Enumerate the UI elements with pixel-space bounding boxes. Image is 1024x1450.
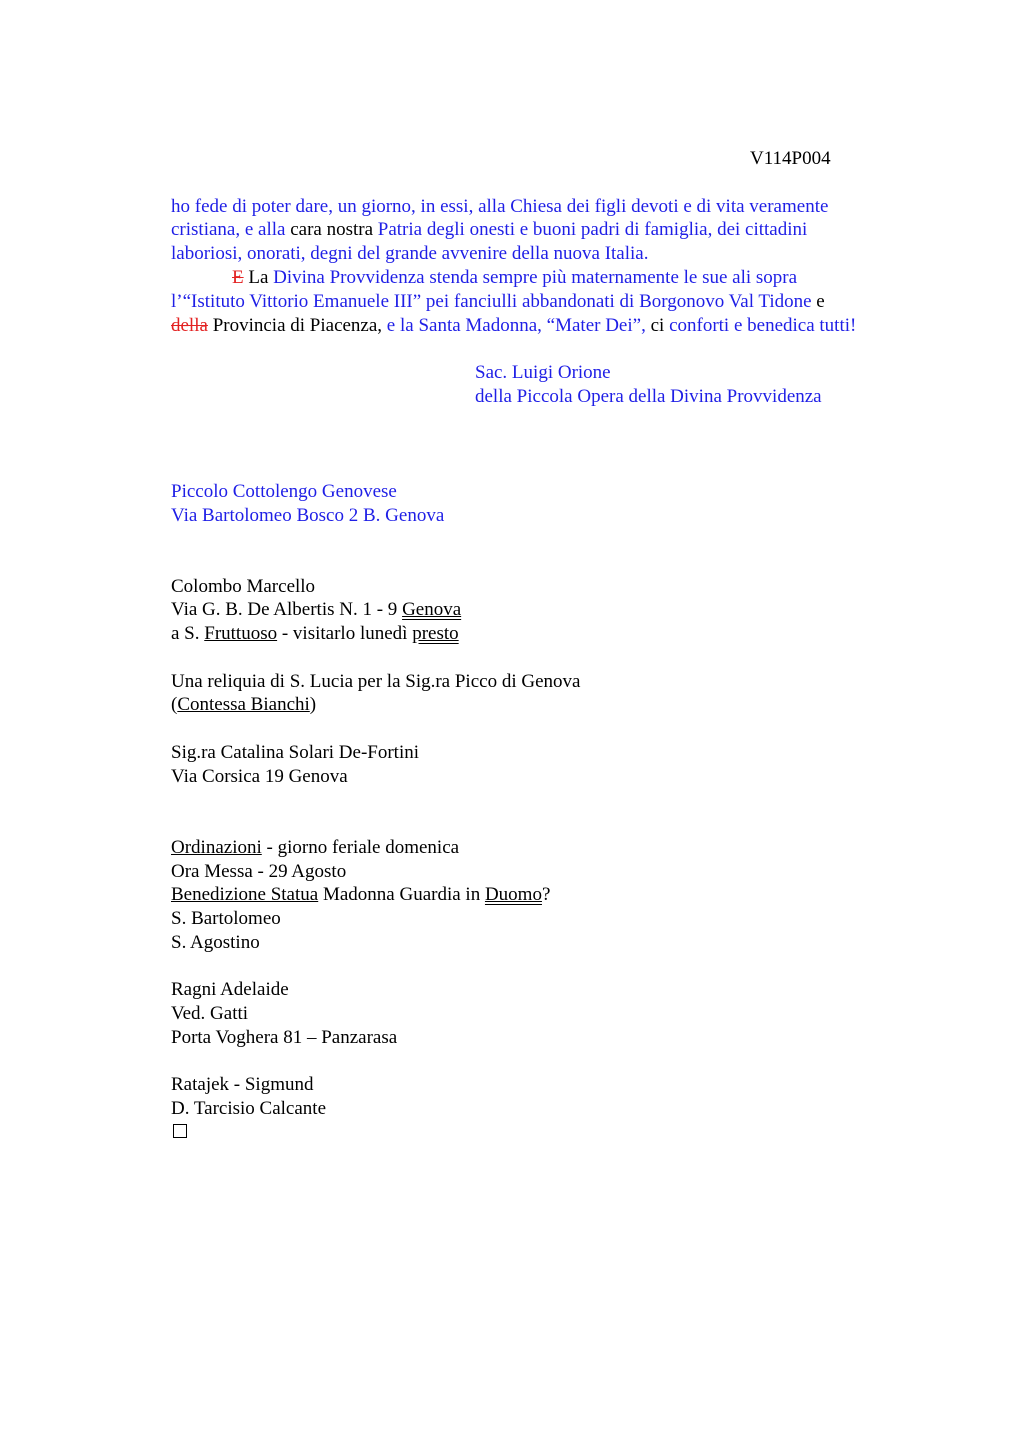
paragraph1-line2 <box>171 218 807 241</box>
reference-code: V114P004 <box>750 148 831 169</box>
ora-messa-line: Ora Messa - 29 Agosto <box>171 861 347 882</box>
struck-E: E <box>232 267 244 288</box>
reliquia-close: ) <box>309 694 317 715</box>
colombo-fruttuoso: Fruttuoso <box>204 623 278 644</box>
ved-line: Ved. Gatti <box>171 1003 249 1024</box>
p2-l2-e: e <box>811 291 825 312</box>
address-line1: Piccolo Cottolengo Genovese <box>171 481 397 502</box>
paragraph2-line2 <box>171 290 825 313</box>
ratajek-line: Ratajek - Sigmund <box>171 1074 314 1095</box>
colombo-a: a S. <box>171 623 205 644</box>
benedizione-mid: Madonna Guardia in <box>318 884 485 905</box>
colombo-address <box>171 598 461 621</box>
duomo-label: Duomo <box>484 884 542 905</box>
p2-l3-black: Provincia di Piacenza, <box>207 315 387 336</box>
paragraph1-line1: ho fede di poter dare, un giorno, in essi, alla Chiesa dei figli devoti e di vita veramente <box>171 196 829 217</box>
reliquia-line2 <box>171 693 316 716</box>
colombo-addr-pre: Via G. B. De Albertis N. 1 - 9 <box>171 599 403 620</box>
signature-name: Sac. Luigi Orione <box>475 362 611 383</box>
address-line2: Via Bartolomeo Bosco 2 B. Genova <box>171 505 445 526</box>
duomo-question: ? <box>541 884 551 905</box>
colombo-presto: presto <box>412 623 459 644</box>
porta-line: Porta Voghera 81 – Panzarasa <box>171 1027 398 1048</box>
p2-l1-rest: Divina Provvidenza stenda sempre più maternamente le sue ali sopra <box>273 267 798 288</box>
calcante-line: D. Tarcisio Calcante <box>171 1098 327 1119</box>
p2-l3-blue2: conforti e benedica tutti! <box>669 315 857 336</box>
ordinazioni-rest: - giorno feriale domenica <box>261 837 460 858</box>
solari-address: Via Corsica 19 Genova <box>171 766 348 787</box>
benedizione-label: Benedizione Statua <box>171 884 319 905</box>
ordinazioni-label: Ordinazioni <box>171 837 262 858</box>
paragraph2-line3 <box>171 314 856 337</box>
benedizione-line <box>171 883 550 906</box>
p1-l2-blue2: Patria degli onesti e buoni padri di famiglia, dei cittadini <box>377 219 808 240</box>
p1-l2-blue: cristiana, e alla <box>171 219 286 240</box>
p2-l3-blue1: e la Santa Madonna, “Mater Dei”, <box>386 315 651 336</box>
bartolomeo-line: S. Bartolomeo <box>171 908 281 929</box>
colombo-visit-line <box>171 622 459 645</box>
reliquia-line1: Una reliquia di S. Lucia per la Sig.ra Picco di Genova <box>171 671 581 692</box>
paragraph1-line3: laboriosi, onorati, degni del grande avvenire della nuova Italia. <box>171 243 649 264</box>
paragraph2-line1 <box>232 266 797 289</box>
colombo-addr-city: Genova <box>402 599 462 620</box>
agostino-line: S. Agostino <box>171 932 260 953</box>
colombo-name: Colombo Marcello <box>171 576 316 597</box>
signature-org: della Piccola Opera della Divina Provvidenza <box>475 386 822 407</box>
ordinazioni-line <box>171 836 459 859</box>
reliquia-contessa: Contessa Bianchi <box>177 694 310 715</box>
reliquia-open: ( <box>171 694 178 715</box>
ragni-line: Ragni Adelaide <box>171 979 289 1000</box>
struck-della: della <box>171 315 208 336</box>
solari-name: Sig.ra Catalina Solari De-Fortini <box>171 742 420 763</box>
colombo-visit: - visitarlo lunedì <box>277 623 413 644</box>
p2-l3-ci: ci <box>650 315 670 336</box>
p2-la: La <box>243 267 274 288</box>
p2-l2-blue: l’“Istituto Vittorio Emanuele III” pei fanciulli abbandonati di Borgonovo Val Tidone <box>171 291 812 312</box>
empty-square-box <box>173 1124 187 1138</box>
p1-l2-black: cara nostra <box>285 219 378 240</box>
